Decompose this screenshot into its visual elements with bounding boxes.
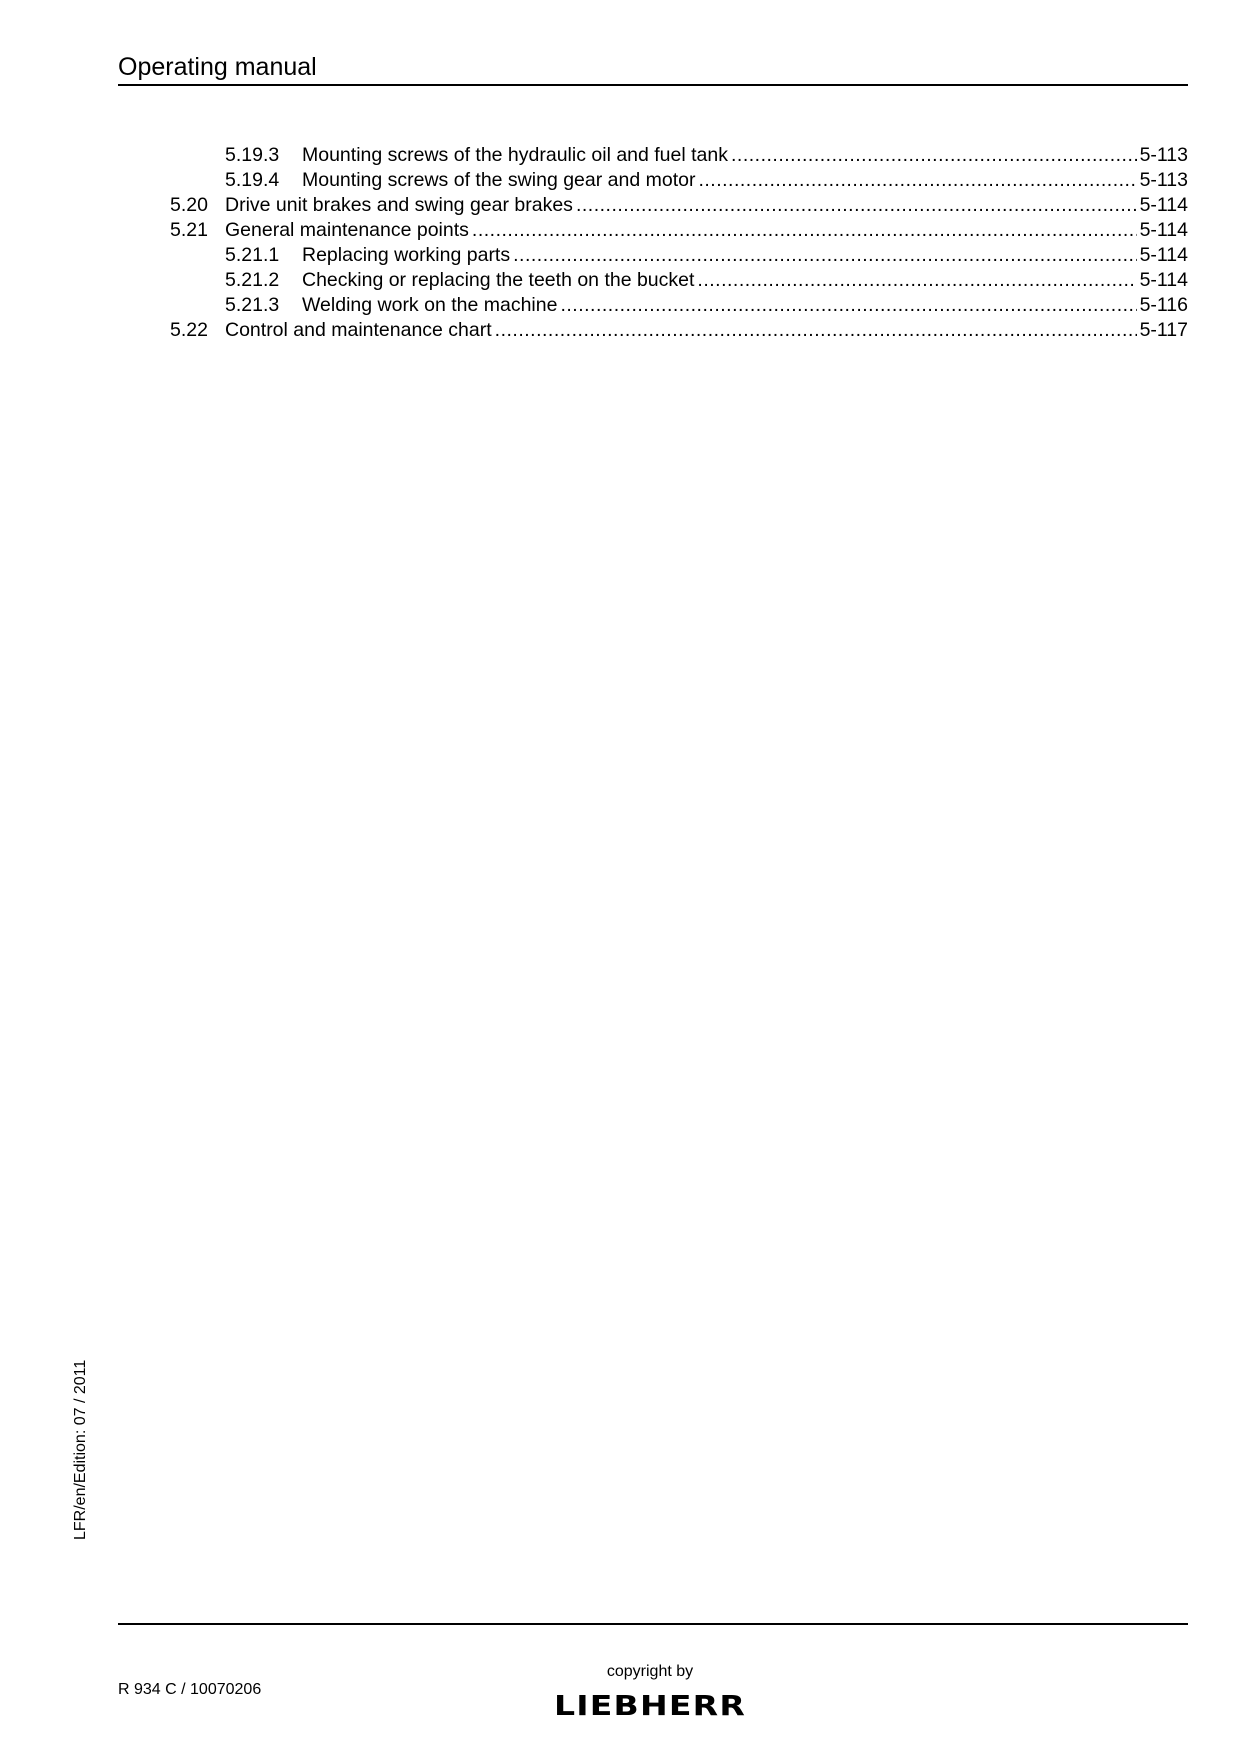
toc-entry-title: Drive unit brakes and swing gear brakes xyxy=(225,194,573,216)
toc-entry-number: 5.19.4 xyxy=(225,169,280,191)
toc-entry-number: 5.21.2 xyxy=(225,269,280,291)
toc-entry[interactable] xyxy=(118,293,1188,318)
toc-entry-number: 5.20 xyxy=(170,194,208,216)
document-id: R 934 C / 10070206 xyxy=(118,1681,262,1698)
liebherr-logo xyxy=(552,1689,748,1719)
toc-entry-line xyxy=(302,243,1188,268)
toc-entry-title: Mounting screws of the swing gear and motor xyxy=(302,169,696,191)
toc-dot-leader xyxy=(576,193,1137,218)
toc-entry-line xyxy=(225,193,1188,218)
toc-entry-page: 5-117 xyxy=(1139,319,1188,341)
toc-entry-title: Checking or replacing the teeth on the bucket xyxy=(302,269,695,291)
toc-entry-page: 5-113 xyxy=(1139,169,1188,191)
toc-entry-line xyxy=(302,293,1188,318)
toc-entry-number: 5.19.3 xyxy=(225,144,280,166)
toc-entry-number: 5.22 xyxy=(170,319,208,341)
toc-entry[interactable] xyxy=(118,318,1188,343)
copyright-label: copyright by xyxy=(606,1663,694,1680)
edition-label: LFR/en/Edition: 07 / 2011 xyxy=(72,1359,89,1540)
toc-entry[interactable] xyxy=(118,218,1188,243)
toc-entry[interactable] xyxy=(118,243,1188,268)
page-title: Operating manual xyxy=(118,53,317,81)
toc-entry-title: General maintenance points xyxy=(225,219,469,241)
toc-entry-line xyxy=(225,318,1188,343)
toc-entry-line xyxy=(302,168,1188,193)
toc-dot-leader xyxy=(697,268,1136,293)
toc-entry[interactable] xyxy=(118,168,1188,193)
toc-entry-line xyxy=(302,268,1188,293)
toc-entry-page: 5-114 xyxy=(1139,194,1188,216)
toc-entry-line xyxy=(225,218,1188,243)
toc-entry-title: Control and maintenance chart xyxy=(225,319,492,341)
toc-entry-number: 5.21.1 xyxy=(225,244,280,266)
toc-entry-number: 5.21 xyxy=(170,219,208,241)
toc-entry-page: 5-116 xyxy=(1139,294,1188,316)
header-divider xyxy=(118,84,1188,86)
toc-dot-leader xyxy=(560,293,1136,318)
toc-dot-leader xyxy=(495,318,1137,343)
toc-entry-line xyxy=(302,143,1188,168)
toc-entry-title: Replacing working parts xyxy=(302,244,511,266)
toc-dot-leader xyxy=(513,243,1136,268)
toc-entry-page: 5-114 xyxy=(1139,219,1188,241)
toc-entry[interactable] xyxy=(118,268,1188,293)
toc-entry-title: Mounting screws of the hydraulic oil and fuel tank xyxy=(302,144,728,166)
toc-entry-page: 5-114 xyxy=(1139,269,1188,291)
toc-entry[interactable] xyxy=(118,193,1188,218)
toc-dot-leader xyxy=(472,218,1137,243)
logo-wordmark: LIEBHERR xyxy=(554,1689,746,1719)
toc-entry[interactable] xyxy=(118,143,1188,168)
toc-entry-title: Welding work on the machine xyxy=(302,294,558,316)
toc-entry-number: 5.21.3 xyxy=(225,294,280,316)
toc-dot-leader xyxy=(731,143,1137,168)
toc-dot-leader xyxy=(698,168,1136,193)
table-of-contents xyxy=(118,143,1188,343)
toc-entry-page: 5-113 xyxy=(1139,144,1188,166)
footer-divider xyxy=(118,1623,1188,1625)
toc-entry-page: 5-114 xyxy=(1139,244,1188,266)
